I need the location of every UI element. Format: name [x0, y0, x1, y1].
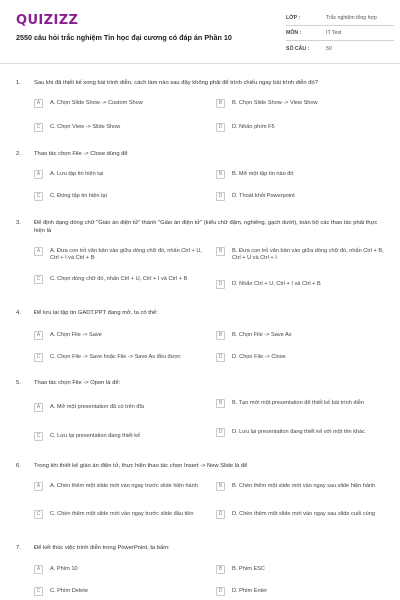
option-letter: C [34, 587, 43, 596]
question-text: Thao tác chọn File -> Close dùng để [34, 151, 128, 157]
option-d[interactable] [216, 281, 386, 289]
question-number: 4. [16, 310, 21, 316]
option-text: C. Chọn View -> Slide Show [50, 124, 121, 130]
option-text: B. Chọn File -> Save As [232, 332, 292, 338]
option-text: A. Phím 10 [50, 566, 78, 572]
option-letter: B [216, 170, 225, 179]
meta-key: MÔN : [286, 30, 302, 36]
option-b[interactable] [216, 400, 386, 408]
option-text: B. Mở một tập tin nào đó [232, 171, 294, 177]
question-number: 5. [16, 380, 21, 386]
option-letter: A [34, 247, 43, 256]
option-c[interactable] [34, 124, 204, 132]
option-b[interactable] [216, 332, 386, 340]
option-b[interactable] [216, 171, 386, 179]
option-text: C. Chọn dòng chữ đó, nhấn Ctrl + U, Ctrl + I và Ctrl + B [50, 276, 188, 282]
question-4 [16, 310, 386, 318]
option-letter: B [216, 247, 225, 256]
question-6 [16, 463, 386, 471]
option-letter: D [216, 192, 225, 201]
option-b[interactable] [216, 248, 386, 262]
option-text: A. Lưu tập tin hiện tại [50, 171, 104, 177]
question-text: Thao tác chọn File -> Open là để: [34, 380, 121, 386]
meta-row-class [286, 11, 394, 26]
option-text: B. Chèn thêm một slide mới vào ngay sau slide hiện hành [232, 483, 376, 489]
option-text: C. Phím Delete [50, 588, 88, 594]
option-text: D. Phím Enter [232, 588, 268, 594]
option-d[interactable] [216, 588, 386, 596]
option-letter: A [34, 331, 43, 340]
option-a[interactable] [34, 483, 204, 491]
option-c[interactable] [34, 354, 204, 362]
option-letter: A [34, 170, 43, 179]
meta-value: IT Test [326, 30, 342, 36]
question-number: 7. [16, 545, 21, 551]
option-b[interactable] [216, 483, 386, 491]
option-text: C. Lưu lại presentation đang thiết kế [50, 433, 141, 439]
option-a[interactable] [34, 566, 204, 574]
option-letter: C [34, 275, 43, 284]
option-text: A. Mở một presentation đã có trên đĩa [50, 404, 145, 410]
option-letter: A [34, 403, 43, 412]
question-text: Để định dạng dòng chữ "Giáo án điện tử" thành "Giáo án điện tử" (kiểu chữ đậm, nghiêng, gạch dưới), toàn bộ các thao tác phải thực hiện là [34, 220, 378, 234]
option-text: C. Chọn File -> Save hoặc File -> Save As đều được [50, 354, 181, 360]
question-3 [16, 220, 386, 235]
meta-row-count [286, 41, 394, 56]
meta-table [286, 11, 394, 56]
option-letter: C [34, 123, 43, 132]
question-5 [16, 380, 386, 388]
option-letter: D [216, 123, 225, 132]
option-text: C. Chèn thêm một slide mới vào ngay trước slide đầu tiên [50, 511, 194, 517]
option-letter: B [216, 99, 225, 108]
option-a[interactable] [34, 404, 204, 412]
option-letter: C [34, 353, 43, 362]
question-number: 1. [16, 80, 21, 86]
option-c[interactable] [34, 511, 204, 519]
option-d[interactable] [216, 193, 386, 201]
option-b[interactable] [216, 100, 386, 108]
option-letter: D [216, 280, 225, 289]
option-letter: D [216, 353, 225, 362]
option-d[interactable] [216, 429, 386, 437]
question-7 [16, 545, 386, 553]
option-letter: A [34, 482, 43, 491]
question-2 [16, 151, 386, 159]
option-c[interactable] [34, 588, 204, 596]
option-letter: B [216, 565, 225, 574]
option-letter: D [216, 510, 225, 519]
option-c[interactable] [34, 276, 204, 284]
option-a[interactable] [34, 248, 204, 262]
option-letter: C [34, 192, 43, 201]
option-letter: B [216, 331, 225, 340]
option-text: D. Thoát khỏi Powerpoint [232, 193, 295, 199]
option-d[interactable] [216, 511, 386, 519]
option-text: B. Phím ESC [232, 566, 265, 572]
option-text: D. Nhấn Ctrl + U, Ctrl + I và Ctrl + B [232, 281, 321, 287]
option-text: B. Đưa con trỏ văn bản vào giữa dòng chữ đó, nhấn Ctrl + B, Ctrl + U và Ctrl + I [232, 248, 384, 262]
option-letter: C [34, 510, 43, 519]
question-1 [16, 80, 386, 88]
option-text: D. Lưu lại presentation đang thiết kế với một tên khác [232, 429, 366, 435]
question-text: Để lưu lại tập tin GADT.PPT đang mở, ta có thể: [34, 310, 158, 316]
option-text: B. Tạo mới một presentation để thiết kế bài trình diễn [232, 400, 364, 406]
option-letter: C [34, 432, 43, 441]
option-text: A. Chọn File -> Save [50, 332, 102, 338]
option-text: B. Chọn Slide Show -> View Show [232, 100, 318, 106]
question-number: 2. [16, 151, 21, 157]
option-letter: B [216, 399, 225, 408]
option-a[interactable] [34, 100, 204, 108]
page-title: 2550 câu hỏi trắc nghiệm Tin học đại cương có đáp án Phần 10 [16, 33, 232, 42]
option-text: A. Đưa con trỏ văn bản vào giữa dòng chữ đó, nhấn Ctrl + U, Ctrl + I và Ctrl + B [50, 248, 202, 262]
option-letter: A [34, 99, 43, 108]
meta-value: 50 [326, 45, 332, 52]
option-text: D. Chèn thêm một slide mới vào ngay sau slide cuối cùng [232, 511, 375, 517]
meta-key: LỚP : [286, 15, 301, 21]
option-d[interactable] [216, 354, 386, 362]
option-d[interactable] [216, 124, 386, 132]
option-text: D. Chọn File -> Close [232, 354, 286, 360]
quizizz-logo: QUIZIZZ [16, 13, 79, 28]
option-text: C. Đóng tập tin hiện tại [50, 193, 107, 199]
option-text: A. Chèn thêm một slide mới vào ngay trước slide hiện hành [50, 483, 198, 489]
option-letter: A [34, 565, 43, 574]
question-text: Để kết thúc việc trình diễn trong PowerPoint, ta bấm: [34, 545, 170, 551]
question-number: 3. [16, 220, 21, 226]
option-letter: D [216, 587, 225, 596]
option-a[interactable] [34, 171, 204, 179]
meta-key: SỐ CÂU : [286, 45, 310, 52]
meta-value: Trắc nghiệm tổng hợp [326, 15, 377, 21]
option-letter: B [216, 482, 225, 491]
option-a[interactable] [34, 332, 204, 340]
question-number: 6. [16, 463, 21, 469]
meta-row-subject [286, 26, 394, 41]
option-text: A. Chọn Slide Show -> Custom Show [50, 100, 143, 106]
option-c[interactable] [34, 433, 204, 441]
question-text: Trong khi thiết kế giáo án điện tử, thực hiện thao tác chọn Insert -> New Slide là để [34, 463, 248, 469]
option-b[interactable] [216, 566, 386, 574]
option-c[interactable] [34, 193, 204, 201]
option-letter: D [216, 428, 225, 437]
worksheet-header [0, 0, 400, 64]
question-text: Sau khi đã thiết kế xong bài trình diễn, cách làm nào sau đây không phải để trình chiếu ngay bài trình diễn đó? [34, 80, 318, 86]
option-text: D. Nhấn phím F5 [232, 124, 275, 130]
